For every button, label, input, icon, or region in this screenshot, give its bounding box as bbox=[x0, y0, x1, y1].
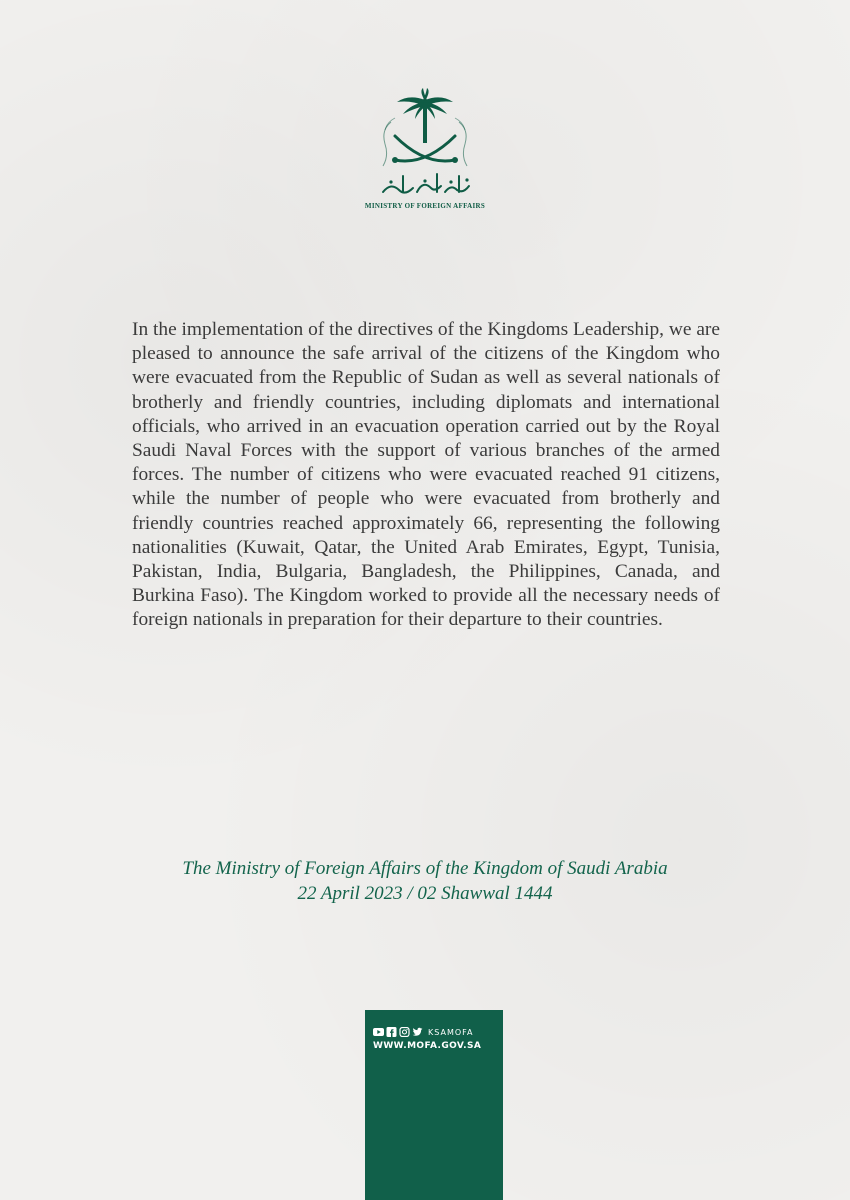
social-links bbox=[373, 1026, 473, 1038]
ministry-logo bbox=[355, 88, 495, 218]
facebook-icon[interactable] bbox=[386, 1027, 397, 1037]
signature-date: 22 April 2023 / 02 Shawwal 1444 bbox=[297, 883, 553, 904]
signature-ministry: The Ministry of Foreign Affairs of the Kingdom of Saudi Arabia bbox=[182, 858, 668, 879]
footer-panel bbox=[365, 1010, 503, 1200]
signature-block bbox=[100, 856, 750, 906]
social-handle[interactable]: KSAMOFA bbox=[428, 1027, 474, 1037]
youtube-icon[interactable] bbox=[373, 1027, 384, 1037]
statement-body: In the implementation of the directives of the Kingdoms Leadership, we are pleased to announce the safe arrival of the citizens of the Kingdom who were evacuated from the Republic of Sudan as well as several nationals of brotherly and friendly countries, including diplomats and international officials, who arrived in an evacuation operation carried out by the Royal Saudi Naval Forces with the support of various branches of the armed forces. The number of citizens who were evacuated reached 91 citizens, while the number of people who were evacuated from brotherly and friendly countries reached approximately 66, representing the following nationalities (Kuwait, Qatar, the United Arab Emirates, Egypt, Tunisia, Pakistan, India, Bulgaria, Bangladesh, the Philippines, Canada, and Burkina Faso). The Kingdom worked to provide all the necessary needs of foreign nationals in preparation for their departure to their countries. bbox=[132, 319, 720, 631]
ministry-logo-caption: MINISTRY OF FOREIGN AFFAIRS bbox=[364, 202, 486, 210]
instagram-icon[interactable] bbox=[399, 1027, 410, 1037]
website-link[interactable]: WWW.MOFA.GOV.SA bbox=[373, 1041, 482, 1051]
saudi-emblem-icon bbox=[355, 88, 495, 200]
twitter-icon[interactable] bbox=[412, 1027, 423, 1037]
